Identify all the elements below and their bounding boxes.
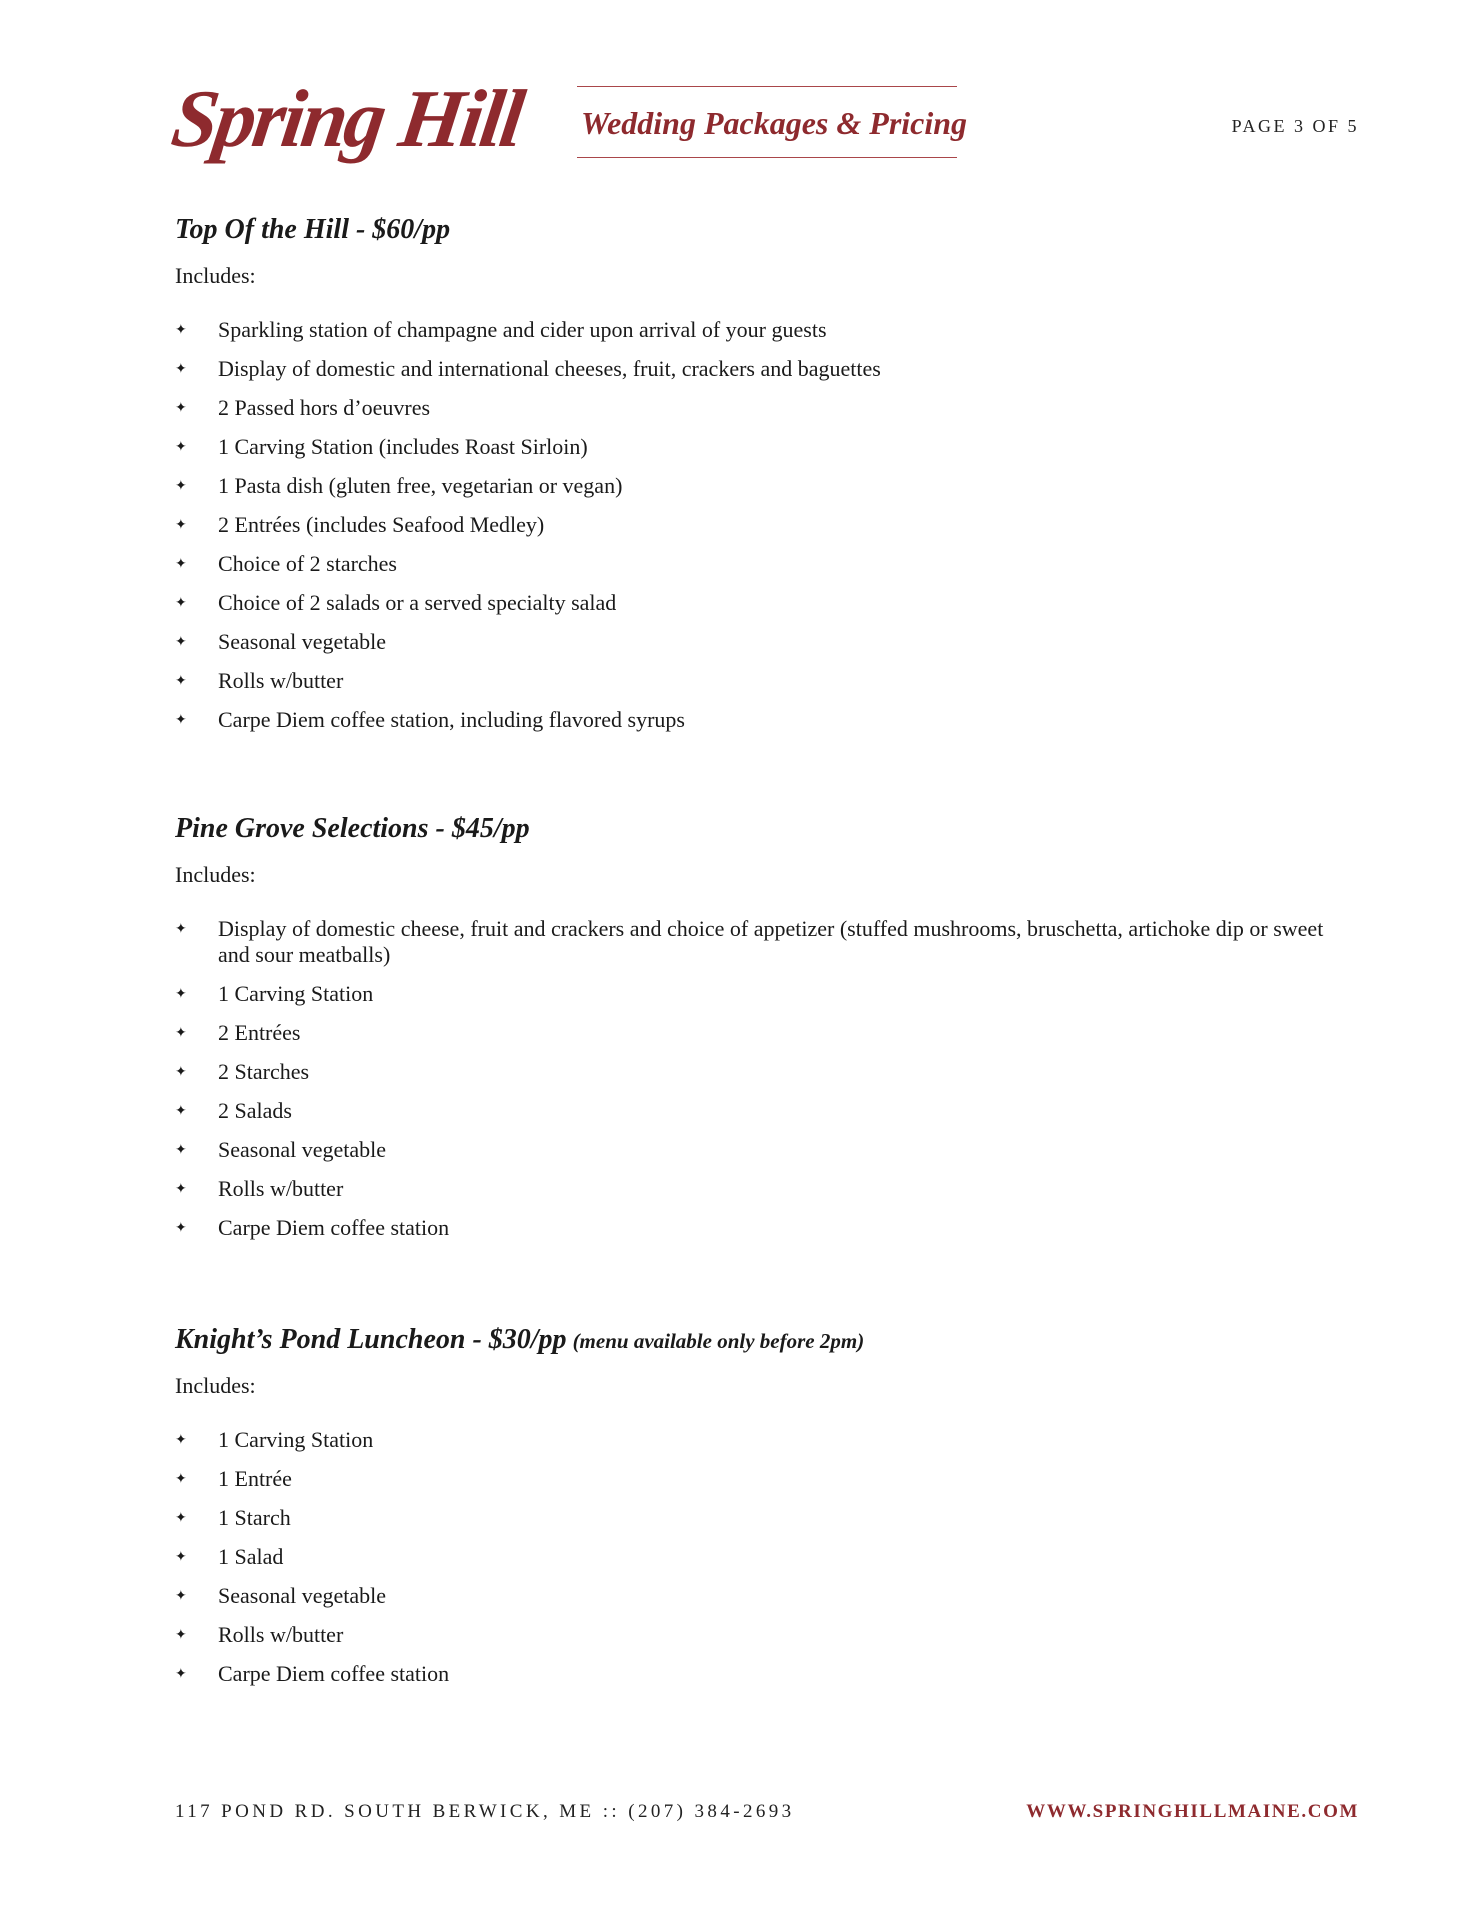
list-item [175, 1466, 1360, 1492]
list-item-text: 2 Passed hors d’oeuvres [218, 394, 431, 420]
package-items-list [175, 1427, 1360, 1687]
list-item-text: 1 Carving Station (includes Roast Sirloin) [218, 433, 588, 459]
four-point-star-icon: ✦ [175, 1103, 187, 1119]
list-item-text: 1 Carving Station [218, 1426, 374, 1452]
four-point-star-icon: ✦ [175, 1471, 187, 1487]
package-items-list [175, 916, 1360, 1241]
includes-label: Includes: [175, 1372, 256, 1398]
list-item [175, 512, 1360, 538]
list-item [175, 551, 1360, 577]
list-item-text: Choice of 2 salads or a served specialty salad [218, 589, 617, 615]
four-point-star-icon: ✦ [175, 556, 187, 572]
four-point-star-icon: ✦ [175, 712, 187, 728]
list-item-text: Seasonal vegetable [218, 628, 386, 654]
list-item [175, 1505, 1360, 1531]
includes-label: Includes: [175, 262, 256, 288]
four-point-star-icon: ✦ [175, 1220, 187, 1236]
package-knights-pond-luncheon [175, 1323, 1360, 1700]
list-item-text: Rolls w/butter [218, 1175, 344, 1201]
four-point-star-icon: ✦ [175, 322, 187, 338]
four-point-star-icon: ✦ [175, 439, 187, 455]
package-pine-grove-selections [175, 812, 1360, 1254]
four-point-star-icon: ✦ [175, 634, 187, 650]
package-items-list [175, 317, 1360, 733]
four-point-star-icon: ✦ [175, 400, 187, 416]
list-item-text: Seasonal vegetable [218, 1582, 386, 1608]
package-title-text: Pine Grove Selections - $45/pp [175, 813, 530, 844]
list-item [175, 473, 1360, 499]
four-point-star-icon: ✦ [175, 1064, 187, 1080]
list-item-text: 1 Salad [218, 1543, 284, 1569]
list-item [175, 1137, 1360, 1163]
list-item-text: Seasonal vegetable [218, 1136, 386, 1162]
list-item-text: 1 Starch [218, 1504, 291, 1530]
list-item [175, 629, 1360, 655]
four-point-star-icon: ✦ [175, 921, 187, 937]
document-title: Wedding Packages & Pricing [581, 105, 968, 141]
four-point-star-icon: ✦ [175, 595, 187, 611]
package-top-of-the-hill [175, 213, 1360, 746]
package-title [175, 1323, 1360, 1357]
four-point-star-icon: ✦ [175, 986, 187, 1002]
list-item [175, 668, 1360, 694]
four-point-star-icon: ✦ [175, 1025, 187, 1041]
list-item-text: Rolls w/butter [218, 667, 344, 693]
list-item [175, 1544, 1360, 1570]
four-point-star-icon: ✦ [175, 1666, 187, 1682]
list-item [175, 981, 1360, 1007]
four-point-star-icon: ✦ [175, 1142, 187, 1158]
list-item-text: 1 Pasta dish (gluten free, vegetarian or vegan) [218, 472, 623, 498]
list-item [175, 1215, 1360, 1241]
four-point-star-icon: ✦ [175, 1510, 187, 1526]
list-item-text: 2 Entrées (includes Seafood Medley) [218, 511, 545, 537]
four-point-star-icon: ✦ [175, 1588, 187, 1604]
list-item [175, 1059, 1360, 1085]
list-item-text: Carpe Diem coffee station, including flavored syrups [218, 706, 685, 732]
list-item-text: Choice of 2 starches [218, 550, 397, 576]
package-title [175, 812, 1360, 846]
list-item [175, 1661, 1360, 1687]
spring-hill-logo [166, 73, 543, 178]
logo-text: Spring Hill [166, 73, 527, 164]
header-title-box [577, 86, 968, 158]
four-point-star-icon: ✦ [175, 1549, 187, 1565]
list-item-text: 2 Entrées [218, 1019, 301, 1045]
list-item [175, 916, 1360, 968]
list-item-text: 2 Starches [218, 1058, 310, 1084]
website-link[interactable]: WWW.SPRINGHILLMAINE.COM [1026, 1801, 1359, 1822]
list-item [175, 395, 1360, 421]
list-item [175, 1020, 1360, 1046]
package-availability-note: (menu available only before 2pm) [572, 1329, 865, 1353]
four-point-star-icon: ✦ [175, 1627, 187, 1643]
four-point-star-icon: ✦ [175, 361, 187, 377]
four-point-star-icon: ✦ [175, 1181, 187, 1197]
includes-label: Includes: [175, 861, 256, 887]
package-title-text: Top Of the Hill - $60/pp [175, 214, 451, 245]
list-item-text: Display of domestic and international cheeses, fruit, crackers and baguettes [218, 355, 881, 381]
page-number: PAGE 3 OF 5 [1231, 116, 1359, 136]
list-item [175, 434, 1360, 460]
list-item-text: Sparkling station of champagne and cider upon arrival of your guests [218, 316, 827, 342]
list-item [175, 1583, 1360, 1609]
list-item [175, 707, 1360, 733]
list-item [175, 590, 1360, 616]
list-item [175, 1176, 1360, 1202]
list-item-text: Carpe Diem coffee station [218, 1214, 450, 1240]
list-item [175, 356, 1360, 382]
package-title [175, 213, 1360, 247]
list-item [175, 1098, 1360, 1124]
four-point-star-icon: ✦ [175, 478, 187, 494]
four-point-star-icon: ✦ [175, 517, 187, 533]
list-item-text: 2 Salads [218, 1097, 292, 1123]
four-point-star-icon: ✦ [175, 673, 187, 689]
list-item-text: Rolls w/butter [218, 1621, 344, 1647]
list-item-text: 1 Carving Station [218, 980, 374, 1006]
list-item [175, 1622, 1360, 1648]
list-item-text: Display of domestic cheese, fruit and crackers and choice of appetizer (stuffed mushrooms, bruschetta, artichoke dip or sweet and sour meatballs) [218, 915, 1324, 967]
list-item [175, 317, 1360, 343]
four-point-star-icon: ✦ [175, 1432, 187, 1448]
list-item-text: Carpe Diem coffee station [218, 1660, 450, 1686]
list-item [175, 1427, 1360, 1453]
footer-address: 117 POND RD. SOUTH BERWICK, ME :: (207) 384-2693 [175, 1801, 795, 1822]
package-title-text: Knight’s Pond Luncheon - $30/pp [175, 1324, 567, 1355]
list-item-text: 1 Entrée [218, 1465, 292, 1491]
